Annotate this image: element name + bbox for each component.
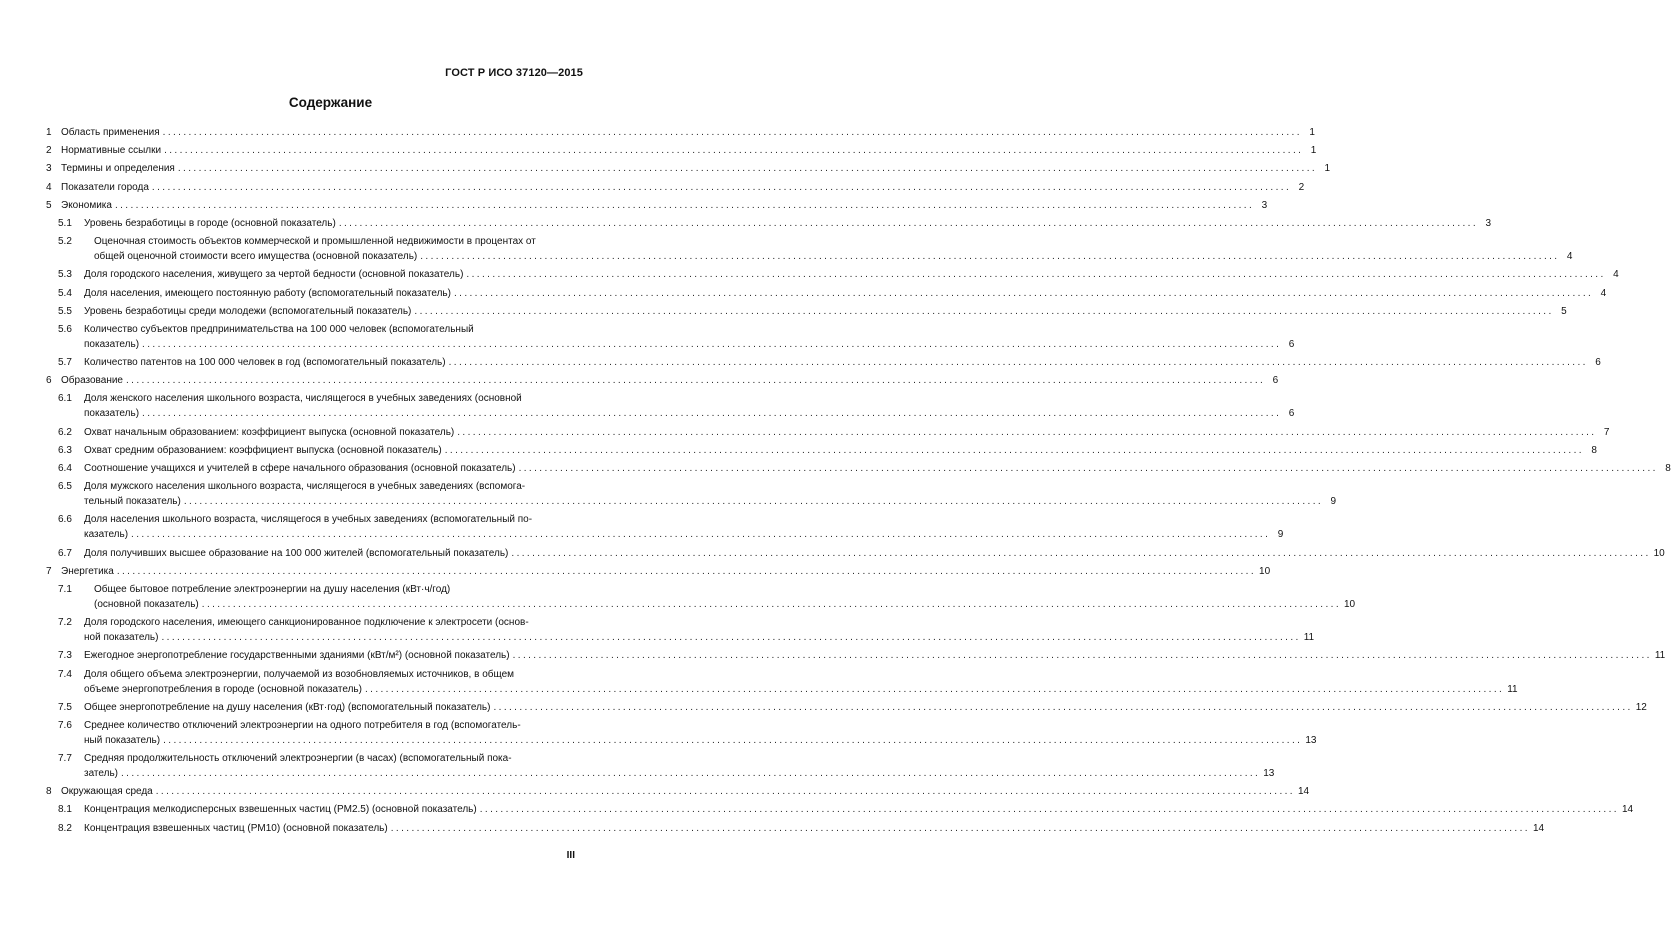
toc-entry-number: 6.4 xyxy=(58,463,72,474)
toc-dot-leader: ............................................................................................................................................................................................................................ xyxy=(162,127,1302,138)
toc-entry[interactable] xyxy=(46,355,1601,370)
toc-entry-number: 6.1 xyxy=(58,393,72,405)
table-of-contents xyxy=(46,125,1671,839)
toc-entry-title: Количество патентов на 100 000 человек в год (вспомогательный показатель) xyxy=(84,357,446,369)
toc-entry-title: Концентрация мелкодисперсных взвешенных частиц (PM2.5) (основной показатель) xyxy=(84,804,477,816)
toc-entry-title: Общее энергопотребление на душу населения (кВт·год) (вспомогательный показатель) xyxy=(84,701,491,713)
toc-page-number: 9 xyxy=(1277,529,1284,541)
toc-entry-number: 8 xyxy=(46,786,52,798)
page-number: III xyxy=(566,850,575,861)
toc-entry-title: Соотношение учащихся и учителей в сфере начального образования (основной показатель) xyxy=(84,463,516,474)
toc-page-number: 3 xyxy=(1485,217,1492,229)
toc-entry-title: Область применения xyxy=(61,127,160,138)
document-standard-header: ГОСТ Р ИСО 37120—2015 xyxy=(445,67,583,79)
toc-dot-leader: ............................................................................................................................................................................................................................ xyxy=(364,683,1505,695)
toc-entry[interactable] xyxy=(46,751,1275,781)
toc-entry[interactable] xyxy=(46,512,1284,542)
toc-entry[interactable] xyxy=(46,700,1647,715)
toc-entry[interactable] xyxy=(46,718,1317,748)
toc-dot-leader: ............................................................................................................................................................................................................................ xyxy=(131,529,1271,541)
toc-entry-number: 6.2 xyxy=(58,426,72,438)
toc-page-number: 5 xyxy=(1561,305,1567,317)
toc-entry[interactable] xyxy=(46,161,1331,176)
toc-dot-leader: ............................................................................................................................................................................................................................ xyxy=(444,444,1584,456)
toc-entry-title: Уровень безработицы среди молодежи (вспомогательный показатель) xyxy=(84,305,412,317)
toc-entry-number: 7.6 xyxy=(58,719,72,731)
toc-entry-title: Образование xyxy=(61,375,123,387)
toc-entry-number: 6.7 xyxy=(58,547,72,559)
toc-entry-number: 7.2 xyxy=(58,617,72,629)
toc-page-number: 8 xyxy=(1665,463,1671,474)
toc-dot-leader: ............................................................................................................................................................................................................................ xyxy=(420,251,1560,263)
toc-dot-leader: ............................................................................................................................................................................................................................ xyxy=(453,287,1594,299)
toc-dot-leader: ............................................................................................................................................................................................................................ xyxy=(155,786,1295,798)
toc-entry[interactable] xyxy=(46,546,1665,561)
toc-page-number: 6 xyxy=(1288,408,1295,420)
toc-entry-title: ной показатель) xyxy=(84,632,159,644)
toc-dot-leader: ............................................................................................................................................................................................................................ xyxy=(512,650,1652,662)
toc-entry-number: 7.5 xyxy=(58,701,72,713)
toc-entry-number: 5.5 xyxy=(58,305,72,317)
toc-page-number: 2 xyxy=(1298,181,1305,193)
toc-entry-number: 4 xyxy=(46,181,52,193)
toc-entry-title: объеме энергопотребления в городе (основной показатель) xyxy=(84,683,362,695)
toc-dot-leader: ............................................................................................................................................................................................................................ xyxy=(121,768,1261,780)
toc-page-number: 11 xyxy=(1654,650,1666,662)
toc-entry-title: Уровень безработицы в городе (основной показатель) xyxy=(84,217,336,229)
toc-dot-leader: ............................................................................................................................................................................................................................ xyxy=(161,632,1301,644)
toc-title: Содержание xyxy=(288,95,373,110)
toc-entry[interactable] xyxy=(46,267,1619,282)
toc-entry[interactable] xyxy=(46,425,1610,440)
toc-page-number: 6 xyxy=(1288,338,1295,350)
toc-entry-title: Окружающая среда xyxy=(61,786,153,798)
toc-entry-title: Экономика xyxy=(61,199,112,211)
toc-page-number: 1 xyxy=(1310,145,1317,157)
toc-page-number: 13 xyxy=(1263,768,1275,780)
toc-entry-number: 6 xyxy=(46,375,52,387)
toc-entry-number: 5 xyxy=(46,199,52,211)
toc-entry-title: Энергетика xyxy=(61,565,114,577)
toc-entry-title: Нормативные ссылки xyxy=(61,145,162,157)
toc-entry[interactable] xyxy=(46,667,1518,697)
toc-dot-leader: ............................................................................................................................................................................................................................ xyxy=(114,199,1255,211)
toc-dot-leader: ............................................................................................................................................................................................................................ xyxy=(116,565,1257,577)
toc-entry-title-line: Доля мужского населения школьного возраста, числящегося в учебных заведениях (вспомога- xyxy=(84,481,526,493)
toc-dot-leader: ............................................................................................................................................................................................................................ xyxy=(151,181,1292,193)
toc-dot-leader: ............................................................................................................................................................................................................................ xyxy=(338,217,1479,229)
toc-page-number: 9 xyxy=(1330,496,1337,508)
toc-dot-leader: ............................................................................................................................................................................................................................ xyxy=(466,269,1606,281)
toc-entry[interactable] xyxy=(46,180,1305,195)
toc-entry-title-line: Средняя продолжительность отключений электроэнергии (в часах) (вспомогательный пока- xyxy=(84,753,512,765)
toc-entry-number: 5.6 xyxy=(58,323,72,335)
toc-dot-leader: ............................................................................................................................................................................................................................ xyxy=(511,547,1651,559)
toc-page-number: 12 xyxy=(1635,701,1647,713)
toc-dot-leader: ............................................................................................................................................................................................................................ xyxy=(142,408,1282,420)
toc-page-number: 1 xyxy=(1309,127,1315,138)
toc-entry[interactable] xyxy=(46,322,1295,352)
toc-page-number: 14 xyxy=(1297,786,1310,798)
toc-entry-number: 8.2 xyxy=(58,822,72,834)
toc-entry-title: Ежегодное энергопотребление государственными зданиями (кВт/м²) (основной показатель) xyxy=(84,650,510,662)
toc-entry[interactable] xyxy=(46,198,1268,213)
toc-page-number: 8 xyxy=(1591,444,1597,456)
toc-entry-title: (основной показатель) xyxy=(94,598,199,610)
toc-entry-title-line: Среднее количество отключений электроэнергии на одного потребителя в год (вспомогатель- xyxy=(84,719,521,731)
toc-dot-leader: ............................................................................................................................................................................................................................ xyxy=(164,145,1304,157)
toc-entry-title: казатель) xyxy=(84,529,129,541)
toc-entry-number: 5.4 xyxy=(58,287,72,299)
toc-entry-title-line: Доля общего объема электроэнергии, получаемой из возобновляемых источников, в общем xyxy=(84,668,515,680)
toc-entry-title: тельный показатель) xyxy=(84,496,181,508)
toc-page-number: 4 xyxy=(1613,269,1619,281)
toc-page-number: 14 xyxy=(1621,804,1634,816)
toc-entry[interactable] xyxy=(46,564,1271,579)
toc-dot-leader: ............................................................................................................................................................................................................................ xyxy=(177,163,1318,175)
toc-entry[interactable] xyxy=(46,125,1315,140)
toc-dot-leader: ............................................................................................................................................................................................................................ xyxy=(457,426,1597,438)
toc-entry-title: Доля городского населения, живущего за чертой бедности (основной показатель) xyxy=(84,269,464,281)
toc-entry-number: 5.1 xyxy=(58,217,72,229)
toc-entry-title-line: Доля городского населения, имеющего санкционированное подключение к электросети (основ- xyxy=(84,617,529,629)
toc-entry[interactable] xyxy=(46,143,1317,158)
toc-page-number: 10 xyxy=(1344,598,1356,610)
toc-entry-number: 2 xyxy=(46,145,52,157)
toc-entry-number: 8.1 xyxy=(58,804,72,816)
toc-entry-title: Термины и определения xyxy=(61,163,175,175)
toc-entry-number: 6.6 xyxy=(58,514,72,526)
toc-entry[interactable] xyxy=(46,461,1671,476)
toc-dot-leader: ............................................................................................................................................................................................................................ xyxy=(479,804,1619,816)
toc-entry[interactable] xyxy=(46,479,1337,509)
toc-entry[interactable] xyxy=(46,286,1607,301)
toc-page-number: 3 xyxy=(1261,199,1268,211)
toc-page-number: 1 xyxy=(1324,163,1331,175)
toc-entry-title: Показатели города xyxy=(61,181,149,193)
toc-page-number: 13 xyxy=(1305,734,1317,746)
toc-entry-title-line: Количество субъектов предпринимательства на 100 000 человек (вспомогательный xyxy=(84,323,474,335)
toc-entry-title: Доля населения, имеющего постоянную работу (вспомогательный показатель) xyxy=(84,287,451,299)
toc-entry-title: затель) xyxy=(84,768,118,780)
toc-entry-number: 5.3 xyxy=(58,269,72,281)
toc-entry-number: 7.1 xyxy=(58,583,72,595)
toc-entry[interactable] xyxy=(46,373,1279,388)
toc-entry[interactable] xyxy=(46,216,1492,231)
toc-page-number: 10 xyxy=(1259,565,1271,577)
toc-page-number: 11 xyxy=(1303,632,1315,644)
toc-entry-title: общей оценочной стоимости всего имущества (основной показатель) xyxy=(94,251,418,263)
toc-dot-leader: ............................................................................................................................................................................................................................ xyxy=(518,463,1658,474)
toc-page-number: 6 xyxy=(1272,375,1279,387)
toc-entry[interactable] xyxy=(46,784,1310,799)
toc-entry-number: 7 xyxy=(46,565,52,577)
toc-entry-title-line: Доля женского населения школьного возраста, числящегося в учебных заведениях (основной xyxy=(84,393,522,405)
toc-dot-leader: ............................................................................................................................................................................................................................ xyxy=(448,357,1588,369)
toc-page-number: 4 xyxy=(1600,287,1607,299)
toc-dot-leader: ............................................................................................................................................................................................................................ xyxy=(142,338,1282,350)
toc-entry-number: 1 xyxy=(46,127,52,138)
toc-page-number: 11 xyxy=(1507,683,1518,695)
toc-dot-leader: ............................................................................................................................................................................................................................ xyxy=(493,701,1633,713)
toc-entry[interactable] xyxy=(46,234,1573,264)
toc-entry-title-line: Общее бытовое потребление электроэнергии на душу населения (кВт·ч/год) xyxy=(94,583,451,595)
toc-entry-title-line: Оценочная стоимость объектов коммерческой и промышленной недвижимости в процентах от xyxy=(94,236,536,248)
toc-entry-number: 6.3 xyxy=(58,444,72,456)
toc-entry[interactable] xyxy=(46,802,1634,817)
toc-entry-title: ный показатель) xyxy=(84,734,161,746)
toc-page-number: 6 xyxy=(1595,357,1601,369)
toc-entry-title: Концентрация взвешенных частиц (PM10) (основной показатель) xyxy=(84,822,388,834)
toc-page-number: 7 xyxy=(1603,426,1610,438)
toc-entry-number: 5.7 xyxy=(58,357,72,369)
toc-page-number: 14 xyxy=(1532,822,1545,834)
toc-entry-title: Охват начальным образованием: коэффициент выпуска (основной показатель) xyxy=(84,426,455,438)
toc-entry-number: 3 xyxy=(46,163,52,175)
toc-entry-number: 7.7 xyxy=(58,753,72,765)
toc-page-number: 10 xyxy=(1653,547,1665,559)
toc-entry-number: 6.5 xyxy=(58,481,72,493)
toc-entry-title: Доля получивших высшее образование на 100 000 жителей (вспомогательный показатель) xyxy=(84,547,509,559)
toc-entry-number: 7.4 xyxy=(58,668,72,680)
toc-entry-number: 7.3 xyxy=(58,650,72,662)
toc-entry[interactable] xyxy=(46,648,1666,663)
toc-dot-leader: ............................................................................................................................................................................................................................ xyxy=(414,305,1554,317)
toc-entry[interactable] xyxy=(46,615,1315,645)
toc-entry-number: 5.2 xyxy=(58,236,72,248)
toc-entry[interactable] xyxy=(46,821,1545,836)
toc-entry-title: Охват средним образованием: коэффициент выпуска (основной показатель) xyxy=(84,444,442,456)
toc-entry[interactable] xyxy=(46,304,1567,319)
toc-dot-leader: ............................................................................................................................................................................................................................ xyxy=(183,496,1324,508)
toc-entry[interactable] xyxy=(46,391,1295,421)
toc-entry-title: показатель) xyxy=(84,338,140,350)
toc-entry-title-line: Доля населения школьного возраста, числящегося в учебных заведениях (вспомогательный по- xyxy=(84,514,533,526)
toc-dot-leader: ............................................................................................................................................................................................................................ xyxy=(201,598,1341,610)
toc-entry[interactable] xyxy=(46,582,1356,612)
toc-dot-leader: ............................................................................................................................................................................................................................ xyxy=(163,734,1303,746)
toc-dot-leader: ............................................................................................................................................................................................................................ xyxy=(125,375,1266,387)
toc-entry-title: показатель) xyxy=(84,408,140,420)
toc-dot-leader: ............................................................................................................................................................................................................................ xyxy=(390,822,1530,834)
toc-entry[interactable] xyxy=(46,443,1597,458)
toc-page-number: 4 xyxy=(1566,251,1573,263)
